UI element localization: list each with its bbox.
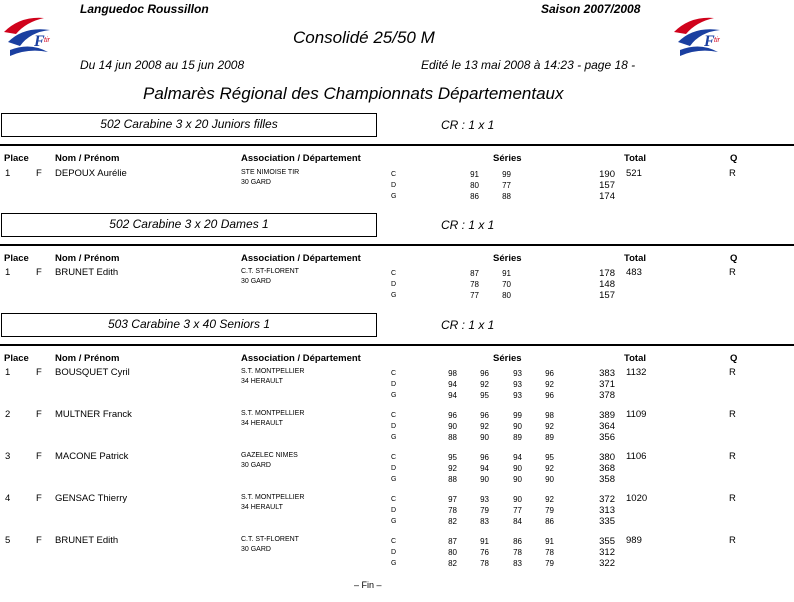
series-score: 96 xyxy=(480,453,489,462)
series-score: 98 xyxy=(448,369,457,378)
series-score: 90 xyxy=(513,475,522,484)
shooter-name: BRUNET Edith xyxy=(55,267,119,278)
series-score: 90 xyxy=(480,475,489,484)
col-header-series: Séries xyxy=(493,153,522,164)
place-number: 2 xyxy=(5,409,11,420)
cr-label: CR : 1 x 1 xyxy=(441,318,495,332)
position-code: D xyxy=(391,507,397,514)
department: 34 HERAULT xyxy=(241,420,283,427)
col-header-q: Q xyxy=(730,253,738,264)
event-title-box xyxy=(1,213,377,237)
series-score: 96 xyxy=(545,369,554,378)
series-score: 88 xyxy=(448,433,457,442)
series-score: 88 xyxy=(502,192,511,201)
event-title: 503 Carabine 3 x 40 Seniors 1 xyxy=(107,317,271,331)
series-score: 78 xyxy=(480,559,489,568)
position-code: C xyxy=(391,171,397,178)
position-code: C xyxy=(391,412,397,419)
position-subtotal: 322 xyxy=(599,558,615,569)
series-score: 93 xyxy=(513,391,522,400)
position-code: C xyxy=(391,538,397,545)
series-score: 94 xyxy=(448,380,457,389)
qualification: R xyxy=(729,367,736,378)
series-score: 89 xyxy=(545,433,554,442)
series-score: 96 xyxy=(480,411,489,420)
position-code: D xyxy=(391,381,397,388)
event-title: 502 Carabine 3 x 20 Juniors filles xyxy=(100,117,278,131)
department: 34 HERAULT xyxy=(241,378,283,385)
series-score: 99 xyxy=(502,170,511,179)
col-header-total: Total xyxy=(624,353,646,364)
club-name: C.T. ST-FLORENT xyxy=(241,268,299,275)
position-code: C xyxy=(391,270,397,277)
series-score: 79 xyxy=(545,506,554,515)
col-header-series: Séries xyxy=(493,253,522,264)
svg-text:tir: tir xyxy=(714,37,720,44)
series-score: 90 xyxy=(513,495,522,504)
total-score: 483 xyxy=(626,267,642,278)
series-score: 83 xyxy=(480,517,489,526)
series-score: 96 xyxy=(545,391,554,400)
series-score: 96 xyxy=(480,369,489,378)
position-subtotal: 355 xyxy=(599,536,615,547)
series-score: 80 xyxy=(448,548,457,557)
position-code: G xyxy=(391,560,397,567)
position-subtotal: 178 xyxy=(599,268,615,279)
sex-code: F xyxy=(36,409,42,420)
col-header-place: Place xyxy=(4,253,29,264)
position-code: C xyxy=(391,370,397,377)
total-score: 521 xyxy=(626,168,642,179)
place-number: 1 xyxy=(5,367,11,378)
series-score: 90 xyxy=(545,475,554,484)
series-score: 99 xyxy=(513,411,522,420)
series-score: 79 xyxy=(545,559,554,568)
series-score: 93 xyxy=(480,495,489,504)
position-code: G xyxy=(391,476,397,483)
department: 30 GARD xyxy=(241,278,271,285)
series-score: 92 xyxy=(480,422,489,431)
col-header-assoc: Association / Département xyxy=(241,353,361,364)
series-score: 80 xyxy=(470,181,479,190)
position-code: G xyxy=(391,193,397,200)
position-code: G xyxy=(391,392,397,399)
series-score: 92 xyxy=(545,380,554,389)
position-subtotal: 157 xyxy=(599,290,615,301)
series-score: 94 xyxy=(448,391,457,400)
department: 34 HERAULT xyxy=(241,504,283,511)
total-score: 989 xyxy=(626,535,642,546)
series-score: 98 xyxy=(545,411,554,420)
sex-code: F xyxy=(36,535,42,546)
series-score: 92 xyxy=(545,495,554,504)
series-score: 95 xyxy=(448,453,457,462)
position-code: C xyxy=(391,454,397,461)
event-title-box xyxy=(1,313,377,337)
section-rule xyxy=(0,344,794,346)
total-score: 1109 xyxy=(626,409,647,420)
series-score: 78 xyxy=(545,548,554,557)
end-marker: – Fin – xyxy=(354,580,382,590)
federation-logo-right xyxy=(670,12,740,60)
qualification: R xyxy=(729,535,736,546)
season-label: Saison 2007/2008 xyxy=(541,2,641,16)
series-score: 86 xyxy=(513,537,522,546)
club-name: S.T. MONTPELLIER xyxy=(241,368,305,375)
position-code: D xyxy=(391,465,397,472)
col-header-total: Total xyxy=(624,253,646,264)
svg-text:tir: tir xyxy=(44,37,50,44)
series-score: 88 xyxy=(448,475,457,484)
club-name: GAZELEC NIMES xyxy=(241,452,298,459)
series-score: 95 xyxy=(545,453,554,462)
series-score: 79 xyxy=(480,506,489,515)
series-score: 92 xyxy=(480,380,489,389)
qualification: R xyxy=(729,168,736,179)
series-score: 78 xyxy=(448,506,457,515)
series-score: 97 xyxy=(448,495,457,504)
series-score: 70 xyxy=(502,280,511,289)
place-number: 1 xyxy=(5,168,11,179)
series-score: 92 xyxy=(545,422,554,431)
series-score: 92 xyxy=(448,464,457,473)
position-subtotal: 356 xyxy=(599,432,615,443)
series-score: 90 xyxy=(513,464,522,473)
cr-label: CR : 1 x 1 xyxy=(441,218,495,232)
sex-code: F xyxy=(36,451,42,462)
col-header-q: Q xyxy=(730,353,738,364)
club-name: STE NIMOISE TIR xyxy=(241,169,300,176)
position-subtotal: 312 xyxy=(599,547,615,558)
sex-code: F xyxy=(36,168,42,179)
document-subtitle: Palmarès Régional des Championnats Départementaux xyxy=(143,84,564,103)
series-score: 90 xyxy=(448,422,457,431)
club-name: C.T. ST-FLORENT xyxy=(241,536,299,543)
position-code: G xyxy=(391,292,397,299)
position-subtotal: 372 xyxy=(599,494,615,505)
series-score: 78 xyxy=(470,280,479,289)
series-score: 91 xyxy=(545,537,554,546)
position-subtotal: 174 xyxy=(599,191,615,202)
position-subtotal: 157 xyxy=(599,180,615,191)
qualification: R xyxy=(729,267,736,278)
position-subtotal: 389 xyxy=(599,410,615,421)
series-score: 95 xyxy=(480,391,489,400)
series-score: 87 xyxy=(470,269,479,278)
position-code: G xyxy=(391,434,397,441)
department: 30 GARD xyxy=(241,462,271,469)
shooter-name: BOUSQUET Cyril xyxy=(55,367,130,378)
col-header-name: Nom / Prénom xyxy=(55,253,120,264)
edition-info: Edité le 13 mai 2008 à 14:23 - page 18 - xyxy=(421,58,636,72)
series-score: 83 xyxy=(513,559,522,568)
series-score: 91 xyxy=(470,170,479,179)
col-header-series: Séries xyxy=(493,353,522,364)
series-score: 96 xyxy=(448,411,457,420)
sex-code: F xyxy=(36,267,42,278)
col-header-place: Place xyxy=(4,353,29,364)
svg-text:F: F xyxy=(704,33,715,50)
place-number: 1 xyxy=(5,267,11,278)
position-code: D xyxy=(391,549,397,556)
position-code: C xyxy=(391,496,397,503)
series-score: 84 xyxy=(513,517,522,526)
position-code: D xyxy=(391,182,397,189)
series-score: 93 xyxy=(513,369,522,378)
series-score: 77 xyxy=(502,181,511,190)
club-name: S.T. MONTPELLIER xyxy=(241,494,305,501)
place-number: 5 xyxy=(5,535,11,546)
sex-code: F xyxy=(36,493,42,504)
total-score: 1020 xyxy=(626,493,648,504)
series-score: 80 xyxy=(502,291,511,300)
col-header-name: Nom / Prénom xyxy=(55,153,120,164)
total-score: 1132 xyxy=(626,367,647,378)
total-score: 1106 xyxy=(626,451,647,462)
shooter-name: MACONE Patrick xyxy=(55,451,129,462)
series-score: 92 xyxy=(545,464,554,473)
position-code: D xyxy=(391,423,397,430)
series-score: 82 xyxy=(448,559,457,568)
series-score: 90 xyxy=(480,433,489,442)
position-code: D xyxy=(391,281,397,288)
series-score: 77 xyxy=(513,506,522,515)
federation-logo-left xyxy=(0,12,70,60)
position-subtotal: 313 xyxy=(599,505,615,516)
position-subtotal: 148 xyxy=(599,279,615,290)
col-header-place: Place xyxy=(4,153,29,164)
place-number: 4 xyxy=(5,493,11,504)
position-subtotal: 368 xyxy=(599,463,615,474)
position-subtotal: 358 xyxy=(599,474,615,485)
position-subtotal: 380 xyxy=(599,452,615,463)
series-score: 91 xyxy=(480,537,489,546)
series-score: 77 xyxy=(470,291,479,300)
shooter-name: MULTNER Franck xyxy=(55,409,132,420)
section-rule xyxy=(0,244,794,246)
position-subtotal: 190 xyxy=(599,169,615,180)
department: 30 GARD xyxy=(241,546,271,553)
series-score: 78 xyxy=(513,548,522,557)
shooter-name: BRUNET Edith xyxy=(55,535,119,546)
club-name: S.T. MONTPELLIER xyxy=(241,410,305,417)
region-name: Languedoc Roussillon xyxy=(80,2,209,16)
series-score: 87 xyxy=(448,537,457,546)
svg-text:F: F xyxy=(34,33,45,50)
series-score: 90 xyxy=(513,422,522,431)
series-score: 76 xyxy=(480,548,489,557)
series-score: 86 xyxy=(545,517,554,526)
series-score: 82 xyxy=(448,517,457,526)
position-subtotal: 383 xyxy=(599,368,615,379)
col-header-assoc: Association / Département xyxy=(241,253,361,264)
sex-code: F xyxy=(36,367,42,378)
cr-label: CR : 1 x 1 xyxy=(441,118,495,132)
shooter-name: GENSAC Thierry xyxy=(55,493,128,504)
series-score: 94 xyxy=(480,464,489,473)
qualification: R xyxy=(729,493,736,504)
col-header-assoc: Association / Département xyxy=(241,153,361,164)
event-title: 502 Carabine 3 x 20 Dames 1 xyxy=(109,217,269,231)
date-range: Du 14 jun 2008 au 15 jun 2008 xyxy=(80,58,245,72)
section-rule xyxy=(0,144,794,146)
qualification: R xyxy=(729,409,736,420)
series-score: 94 xyxy=(513,453,522,462)
shooter-name: DEPOUX Aurélie xyxy=(55,168,127,179)
event-title-box xyxy=(1,113,377,137)
col-header-total: Total xyxy=(624,153,646,164)
series-score: 86 xyxy=(470,192,479,201)
position-subtotal: 378 xyxy=(599,390,615,401)
position-code: G xyxy=(391,518,397,525)
document-title: Consolidé 25/50 M xyxy=(293,28,435,47)
series-score: 93 xyxy=(513,380,522,389)
col-header-q: Q xyxy=(730,153,738,164)
position-subtotal: 335 xyxy=(599,516,615,527)
qualification: R xyxy=(729,451,736,462)
position-subtotal: 364 xyxy=(599,421,615,432)
department: 30 GARD xyxy=(241,179,271,186)
series-score: 89 xyxy=(513,433,522,442)
col-header-name: Nom / Prénom xyxy=(55,353,120,364)
position-subtotal: 371 xyxy=(599,379,615,390)
series-score: 91 xyxy=(502,269,511,278)
place-number: 3 xyxy=(5,451,11,462)
